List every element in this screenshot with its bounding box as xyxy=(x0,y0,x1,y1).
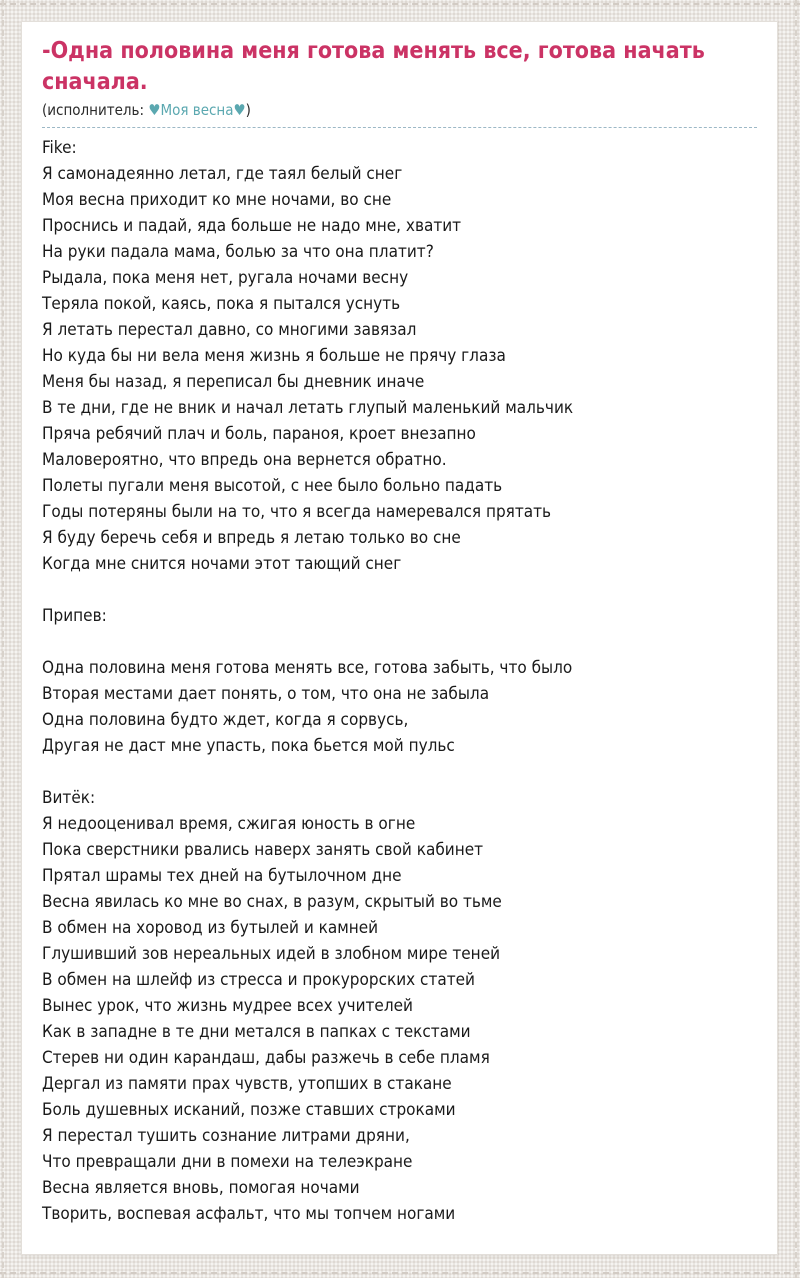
lyric-line: В обмен на шлейф из стресса и прокурорских статей xyxy=(42,970,475,990)
lyric-line: Маловероятно, что впредь она вернется обратно. xyxy=(42,450,447,470)
lyric-line: Одна половина меня готова менять все, готова забыть, что было xyxy=(42,658,573,678)
lyric-line: Моя весна приходит ко мне ночами, во сне xyxy=(42,190,392,210)
lyric-line: Вторая местами дает понять, о том, что она не забыла xyxy=(42,684,490,704)
lyric-line xyxy=(42,759,757,785)
lyric-line: В обмен на хоровод из бутылей и камней xyxy=(42,918,379,938)
lyric-line: Весна явилась ко мне во снах, в разум, скрытый во тьме xyxy=(42,892,502,912)
lyric-line: Когда мне снится ночами этот тающий снег xyxy=(42,554,402,574)
lyric-line: Годы потеряны были на то, что я всегда намеревался прятать xyxy=(42,502,552,522)
lyrics-card xyxy=(21,21,778,1255)
lyric-line: Дергал из памяти прах чувств, утопших в стакане xyxy=(42,1074,452,1094)
lyrics xyxy=(42,135,757,1227)
lyric-line: Вынес урок, что жизнь мудрее всех учителей xyxy=(42,996,413,1016)
lyric-line xyxy=(42,629,757,655)
lyric-line: Прятал шрамы тех дней на бутылочном дне xyxy=(42,866,402,886)
lyric-line: Рыдала, пока меня нет, ругала ночами весну xyxy=(42,268,409,288)
lyric-line: Я летать перестал давно, со многими завязал xyxy=(42,320,417,340)
lyric-line: На руки падала мама, болью за что она платит? xyxy=(42,242,434,262)
lyric-line: Но куда бы ни вела меня жизнь я больше не прячу глаза xyxy=(42,346,506,366)
lyric-line: Другая не даст мне упасть, пока бьется мой пульс xyxy=(42,736,455,756)
lyric-line: Я самонадеянно летал, где таял белый снег xyxy=(42,164,403,184)
lyric-line: Меня бы назад, я переписал бы дневник иначе xyxy=(42,372,425,392)
lyric-line xyxy=(42,577,757,603)
lyric-line: Припев: xyxy=(42,606,107,626)
artist-label: (исполнитель: xyxy=(42,101,149,119)
stitched-border-bottom xyxy=(0,1272,800,1274)
lyric-line: Fike: xyxy=(42,138,77,158)
lyric-line: Я перестал тушить сознание литрами дряни, xyxy=(42,1126,410,1146)
lyric-line: Одна половина будто ждет, когда я сорвусь, xyxy=(42,710,409,730)
lyric-line: Я недооценивал время, сжигая юность в огне xyxy=(42,814,416,834)
lyric-line: Как в западне в те дни метался в папках с текстами xyxy=(42,1022,471,1042)
lyric-line: Проснись и падай, яда больше не надо мне, хватит xyxy=(42,216,462,236)
lyric-line: Пряча ребячий плач и боль, параноя, кроет внезапно xyxy=(42,424,476,444)
artist-label-close: ) xyxy=(245,101,251,119)
lyric-line: Весна является вновь, помогая ночами xyxy=(42,1178,360,1198)
lyric-line: В те дни, где не вник и начал летать глупый маленький мальчик xyxy=(42,398,574,418)
song-title: -Одна половина меня готова менять все, готова начать сначала. xyxy=(42,38,705,95)
artist-link[interactable]: ♥Моя весна♥ xyxy=(148,101,246,119)
artist-line xyxy=(42,101,757,128)
stitched-border-right xyxy=(795,0,797,1278)
lyric-line: Витёк: xyxy=(42,788,96,808)
lyric-line: Я буду беречь себя и впредь я летаю только во сне xyxy=(42,528,461,548)
lyric-line: Стерев ни один карандаш, дабы разжечь в себе пламя xyxy=(42,1048,490,1068)
lyric-line: Творить, воспевая асфальт, что мы топчем ногами xyxy=(42,1204,456,1224)
stitched-border-left xyxy=(2,0,4,1278)
stitched-border-top xyxy=(0,3,800,5)
lyric-line: Теряла покой, каясь, пока я пытался уснуть xyxy=(42,294,401,314)
lyric-line: Глушивший зов нереальных идей в злобном мире теней xyxy=(42,944,501,964)
lyric-line: Боль душевных исканий, позже ставших строками xyxy=(42,1100,456,1120)
lyric-line: Что превращали дни в помехи на телеэкране xyxy=(42,1152,413,1172)
lyric-line: Пока сверстники рвались наверх занять свой кабинет xyxy=(42,840,484,860)
lyric-line: Полеты пугали меня высотой, с нее было больно падать xyxy=(42,476,503,496)
